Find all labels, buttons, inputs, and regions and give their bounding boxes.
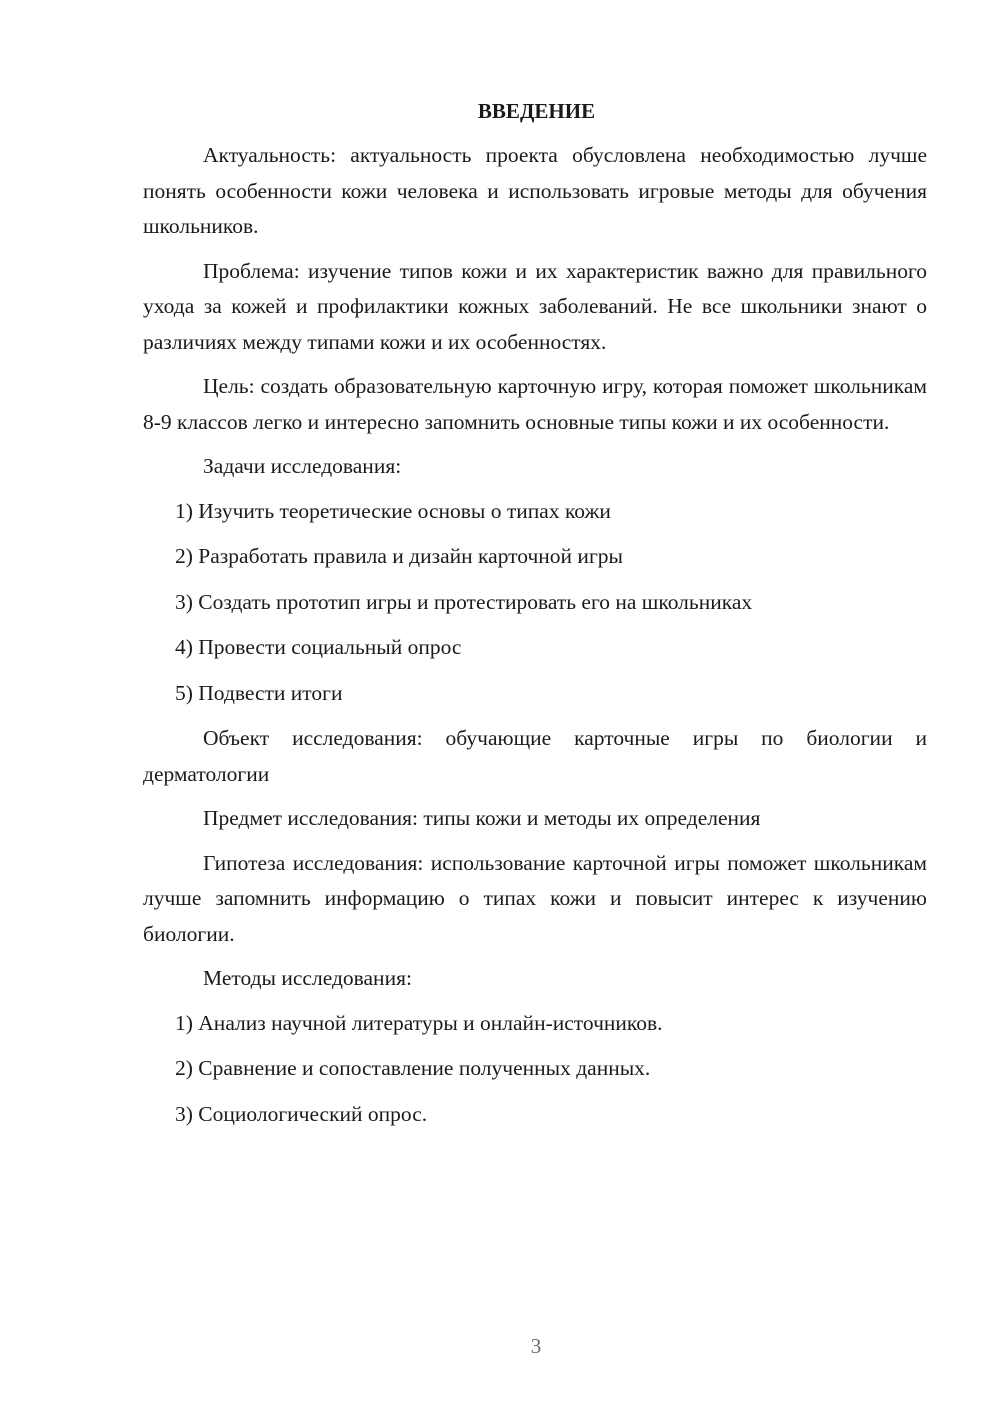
methods-heading: Методы исследования: (203, 966, 412, 990)
paragraph-subject: Предмет исследования: типы кожи и методы их определения (203, 806, 761, 830)
methods-list (143, 1006, 927, 1133)
page-number: 3 (530, 1334, 542, 1358)
section-heading: ВВЕДЕНИЕ (477, 99, 596, 123)
paragraph-hypothesis: Гипотеза исследования: использование карточной игры поможет школьникам лучше запомнить информацию о типах кожи и повысит интерес к изучению биологии. (143, 850, 927, 946)
tasks-list (143, 494, 927, 712)
paragraph-relevance: Актуальность: актуальность проекта обусловлена необходимостью лучше понять особенности кожи человека и использовать игровые методы для обучения школьников. (143, 143, 927, 238)
list-item-method-3: 3) Социологический опрос. (175, 1101, 428, 1126)
list-item-task-5: 5) Подвести итоги (175, 680, 343, 705)
paragraph-goal: Цель: создать образовательную карточную игру, которая поможет школьникам 8-9 классов легко и интересно запомнить основные типы кожи и их особенности. (143, 374, 927, 434)
document-page (143, 96, 927, 1142)
paragraph-problem: Проблема: изучение типов кожи и их характеристик важно для правильного ухода за кожей и профилактики кожных заболеваний. Не все школьники знают о различиях между типами кожи и их особенностях. (143, 258, 927, 354)
list-item-task-2: 2) Разработать правила и дизайн карточной игры (175, 544, 623, 568)
list-item-task-1: 1) Изучить теоретические основы о типах кожи (175, 498, 611, 523)
list-item-method-1: 1) Анализ научной литературы и онлайн-источников. (175, 1010, 663, 1035)
tasks-heading: Задачи исследования: (203, 454, 402, 478)
paragraph-object: Объект исследования: обучающие карточные игры по биологии и дерматологии (143, 726, 927, 786)
list-item-task-4: 4) Провести социальный опрос (175, 635, 462, 659)
list-item-task-3: 3) Создать прототип игры и протестировать его на школьниках (175, 589, 753, 614)
list-item-method-2: 2) Сравнение и сопоставление полученных данных. (175, 1056, 651, 1080)
